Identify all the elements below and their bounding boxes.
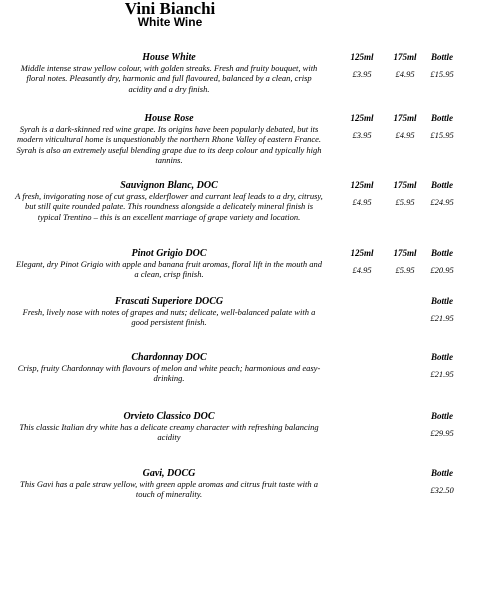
price-bottle: £15.95 — [430, 69, 454, 79]
column-header-125ml: 125ml — [350, 52, 374, 62]
column-header-175ml: 175ml — [393, 248, 417, 258]
price-bottle: £29.95 — [430, 428, 454, 438]
wine-description: Fresh, lively nose with notes of grapes and nuts; delicate, well-balanced palate with a good persistent finish. — [22, 307, 316, 328]
column-header-175ml: 175ml — [393, 113, 417, 123]
column-header-bottle: Bottle — [431, 468, 453, 478]
column-header-bottle: Bottle — [431, 180, 453, 190]
price-bottle: £21.95 — [430, 313, 454, 323]
price-175ml: £4.95 — [395, 130, 415, 140]
wine-name: Orvieto Classico DOC — [123, 411, 215, 422]
price-175ml: £4.95 — [395, 69, 415, 79]
column-header-bottle: Bottle — [431, 411, 453, 421]
price-bottle: £24.95 — [430, 197, 454, 207]
wine-description: This classic Italian dry white has a delicate creamy character with refreshing balancing acidity — [19, 422, 319, 443]
wine-name: Sauvignon Blanc, DOC — [120, 180, 218, 191]
wine-description: Elegant, dry Pinot Grigio with apple and banana fruit aromas, floral lift in the mouth and a clean, crisp finish. — [16, 259, 322, 280]
wine-name: Gavi, DOCG — [142, 468, 196, 479]
column-header-bottle: Bottle — [431, 113, 453, 123]
wine-description: A fresh, invigorating nose of cut grass, elderflower and currant leaf leads to a dry, citrusy, but still quite rounded palate. This roundness alongside a delicately mineral finish is typical Trentino – this is an excellent marriage of grape variety and location. — [15, 191, 323, 222]
column-header-175ml: 175ml — [393, 52, 417, 62]
wine-name: Pinot Grigio DOC — [131, 248, 207, 259]
column-header-bottle: Bottle — [431, 296, 453, 306]
price-125ml: £3.95 — [352, 69, 372, 79]
column-header-125ml: 125ml — [350, 180, 374, 190]
price-125ml: £4.95 — [352, 265, 372, 275]
wine-name: Chardonnay DOC — [131, 352, 207, 363]
wine-description: Middle intense straw yellow colour, with golden streaks. Fresh and fruity bouquet, with floral notes. Pleasantly dry, harmonic and full flavoured, balanced by a clean, crisp acidity and a dry finish. — [20, 63, 318, 94]
wine-name: House Rose — [144, 113, 194, 124]
column-header-175ml: 175ml — [393, 180, 417, 190]
column-header-125ml: 125ml — [350, 113, 374, 123]
wine-description: Syrah is a dark-skinned red wine grape. Its origins have been popularly debated, but its modern viticultural home is unquestionably the northern Rhone Valley of eastern France. Syrah is also an extremely useful blending grape due to its deep colour and typically high tannins. — [16, 124, 322, 166]
column-header-bottle: Bottle — [431, 248, 453, 258]
column-header-bottle: Bottle — [431, 352, 453, 362]
price-bottle: £20.95 — [430, 265, 454, 275]
price-125ml: £4.95 — [352, 197, 372, 207]
wine-description: Crisp, fruity Chardonnay with flavours of melon and white peach; harmonious and easy-drinking. — [17, 363, 321, 384]
price-bottle: £15.95 — [430, 130, 454, 140]
wine-description: This Gavi has a pale straw yellow, with green apple aromas and citrus fruit taste with a touch of minerality. — [20, 479, 318, 500]
price-175ml: £5.95 — [395, 197, 415, 207]
wine-name: House White — [142, 52, 196, 63]
wine-name: Frascati Superiore DOCG — [114, 296, 224, 307]
column-header-bottle: Bottle — [431, 52, 453, 62]
price-125ml: £3.95 — [352, 130, 372, 140]
price-175ml: £5.95 — [395, 265, 415, 275]
price-bottle: £21.95 — [430, 369, 454, 379]
menu-subtitle: White Wine — [137, 15, 203, 29]
column-header-125ml: 125ml — [350, 248, 374, 258]
menu-title: Vini Bianchi — [124, 0, 216, 18]
price-bottle: £32.50 — [430, 485, 454, 495]
